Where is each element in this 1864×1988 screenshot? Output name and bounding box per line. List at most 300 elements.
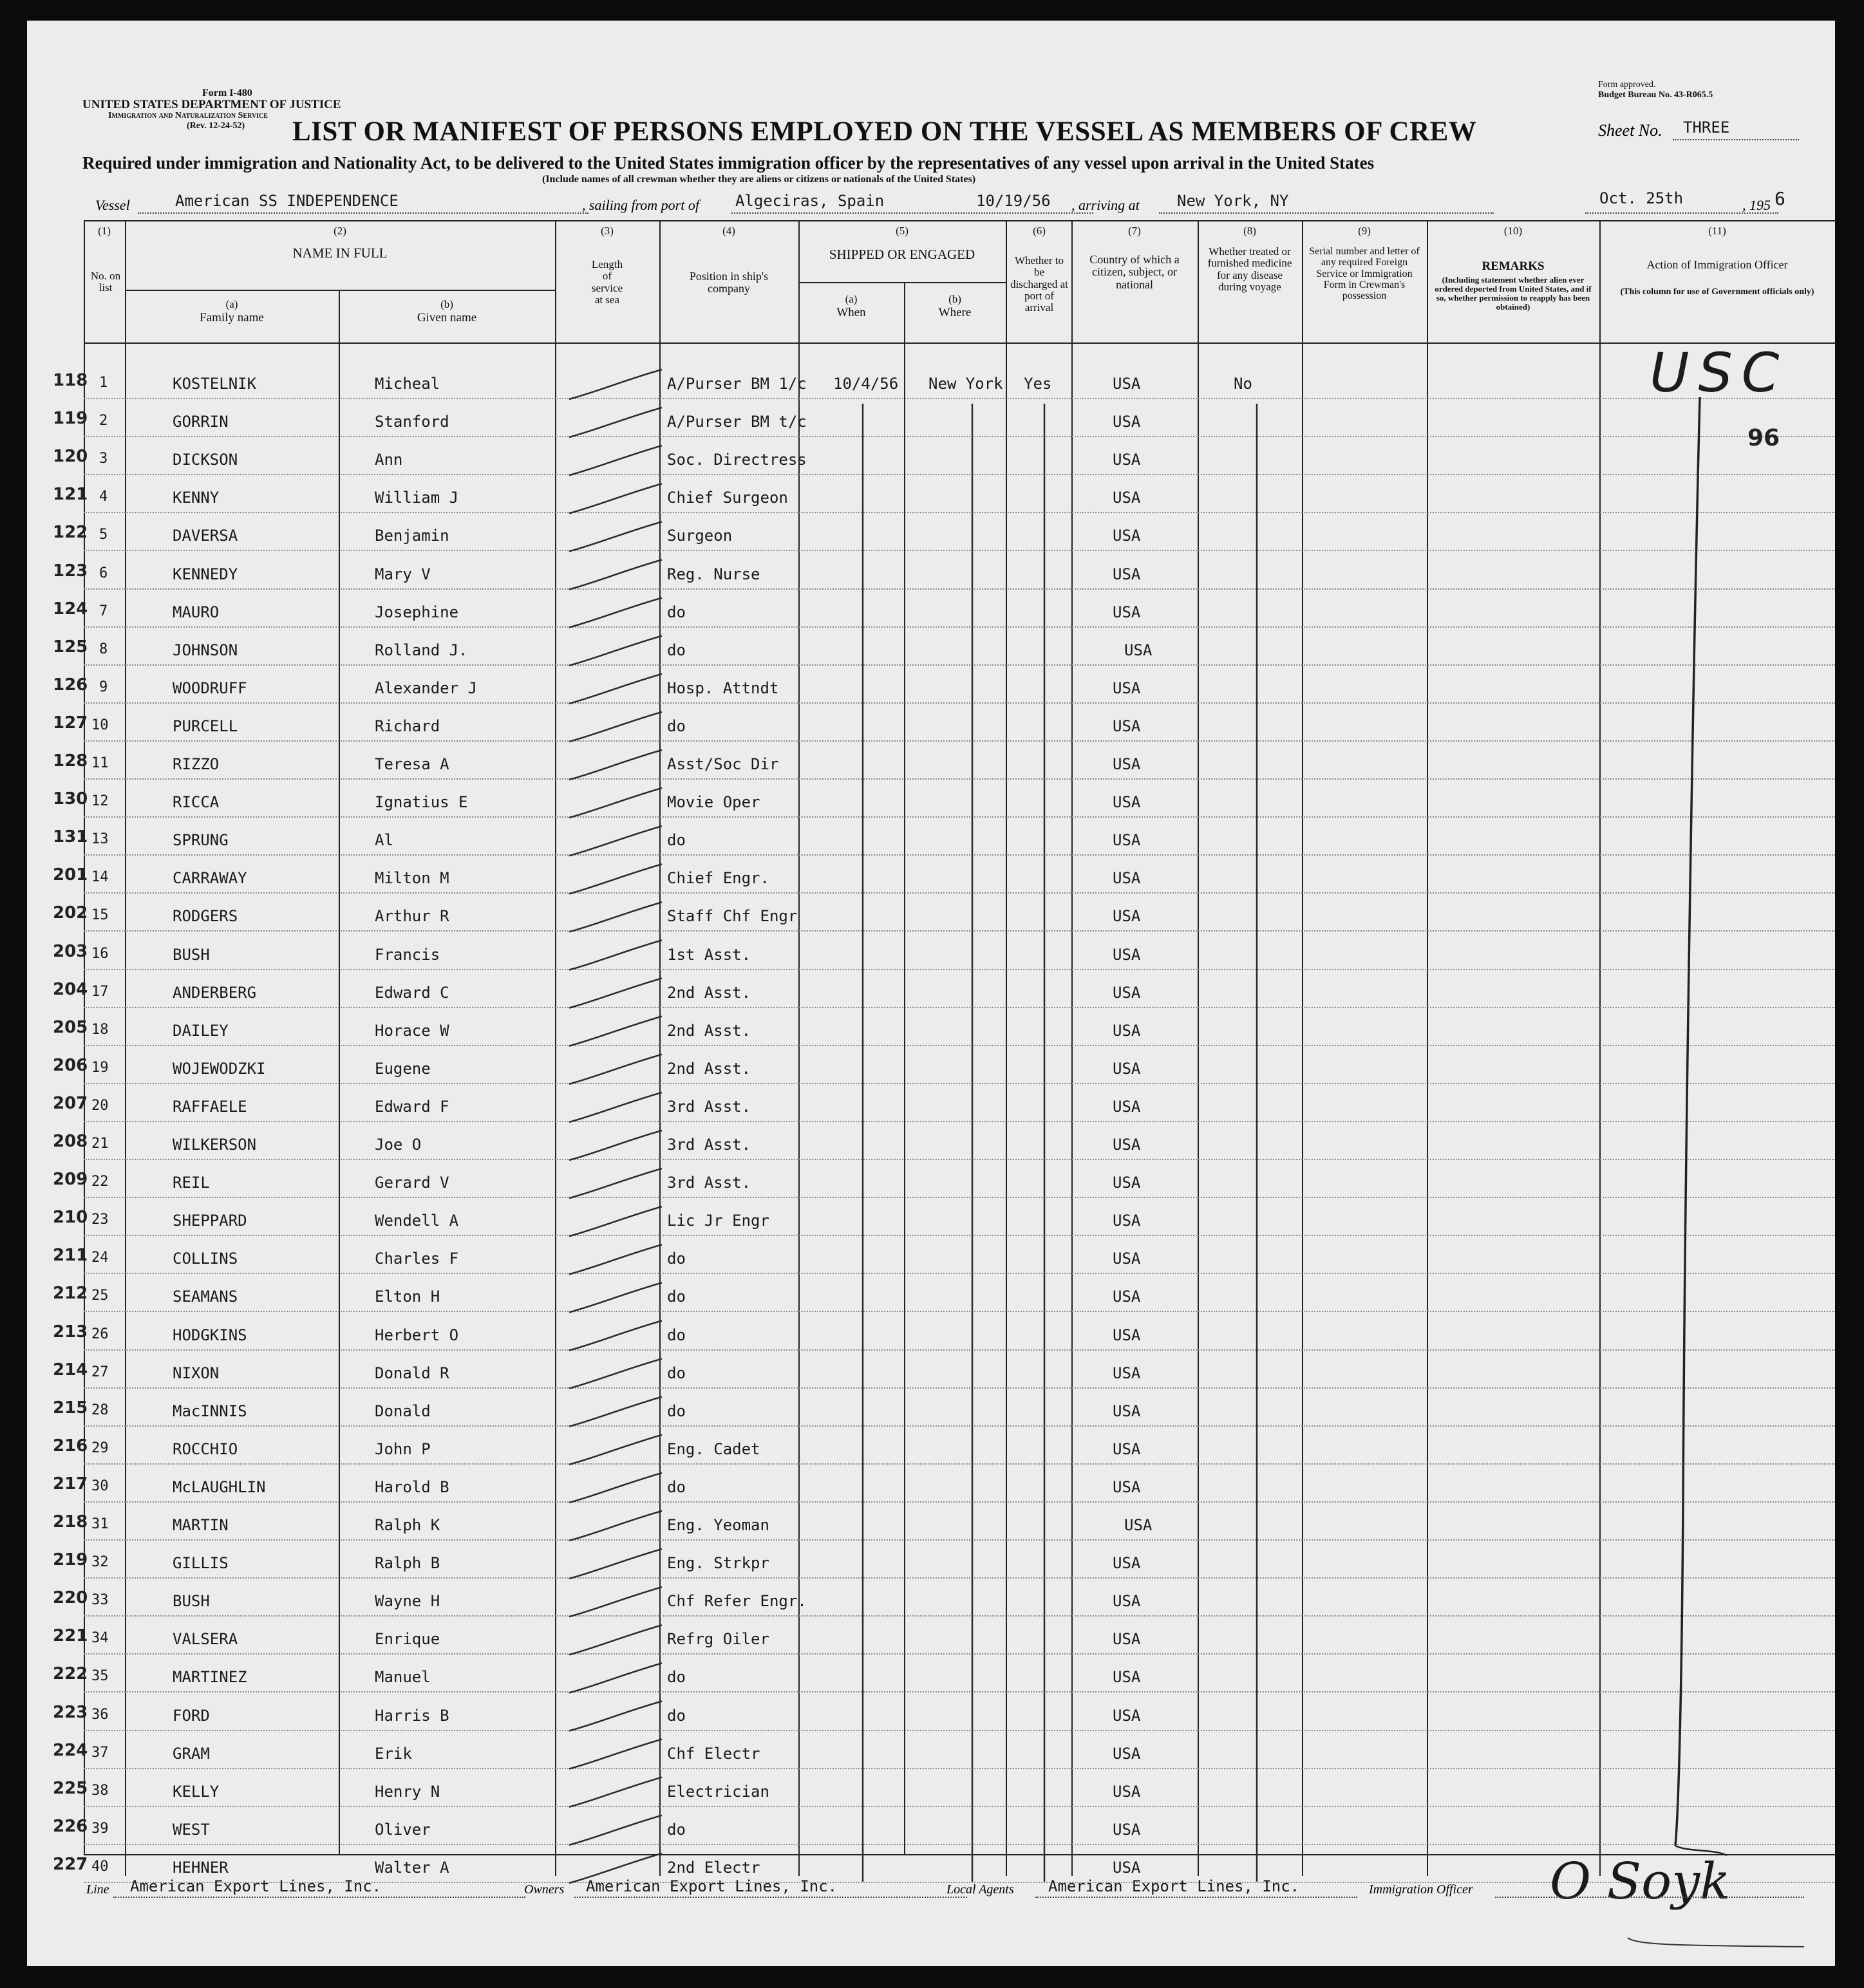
page-subtitle: Required under immigration and Nationality Act, to be delivered to the United States immigration officer by the representatives of any vessel upon arrival in the United States xyxy=(82,153,1375,173)
row-family-name: DAILEY xyxy=(173,1021,229,1040)
row-country: USA xyxy=(1113,1858,1141,1877)
row-country: USA xyxy=(1113,1477,1141,1496)
row-list-number: 3 xyxy=(99,451,108,467)
service-tick-mark xyxy=(569,902,662,932)
budget-bureau-number: Budget Bureau No. 43-R065.5 xyxy=(1598,90,1713,100)
row-position: Eng. Strkpr xyxy=(667,1554,769,1573)
row-position: A/Purser BM 1/c xyxy=(667,375,807,393)
service-tick-mark xyxy=(569,1321,662,1351)
row-position: do xyxy=(667,1288,686,1306)
row-given-name: John P xyxy=(375,1439,431,1458)
line-fill xyxy=(113,1897,525,1898)
service-tick-mark xyxy=(569,636,662,666)
row-position: Chf Refer Engr. xyxy=(667,1592,807,1611)
row-given-name: Al xyxy=(375,831,393,850)
row-family-name: COLLINS xyxy=(173,1250,238,1268)
service-tick-mark xyxy=(569,1625,662,1655)
vessel-name: American SS INDEPENDENCE xyxy=(175,192,399,210)
row-family-name: MAURO xyxy=(173,603,220,621)
row-given-name: Manuel xyxy=(375,1668,431,1687)
row-given-name: Edward F xyxy=(375,1097,449,1116)
row-position: Staff Chf Engr xyxy=(667,907,798,926)
row-family-name: WOODRUFF xyxy=(173,679,247,697)
row-discharge: Yes xyxy=(1024,375,1052,393)
row-family-name: ROCCHIO xyxy=(173,1439,238,1458)
service-tick-mark xyxy=(569,1359,662,1389)
row-position: 2nd Asst. xyxy=(667,983,751,1002)
handwriting-overlay xyxy=(27,21,1835,1966)
service-name: Immigration and Naturalization Service xyxy=(108,111,268,120)
row-country: USA xyxy=(1113,1592,1141,1611)
row-family-name: JOHNSON xyxy=(173,641,238,659)
department-name: UNITED STATES DEPARTMENT OF JUSTICE xyxy=(82,98,341,111)
row-sheet-number: 214 xyxy=(53,1360,88,1380)
agents-value: American Export Lines, Inc. xyxy=(1048,1877,1300,1895)
row-country: USA xyxy=(1113,1097,1141,1116)
row-given-name: Wendell A xyxy=(375,1212,459,1230)
row-position: Movie Oper xyxy=(667,793,760,812)
col5a-number: (a) xyxy=(845,293,858,305)
row-family-name: GILLIS xyxy=(173,1554,229,1573)
service-tick-mark xyxy=(569,1702,662,1731)
row-sheet-number: 204 xyxy=(53,979,88,999)
row-list-number: 20 xyxy=(91,1097,109,1114)
row-list-number: 30 xyxy=(91,1477,109,1494)
row-country: USA xyxy=(1113,755,1141,773)
row-country: USA xyxy=(1113,945,1141,964)
row-position: do xyxy=(667,1668,686,1687)
row-given-name: Micheal xyxy=(375,375,440,393)
service-tick-mark xyxy=(569,1282,662,1312)
row-position: do xyxy=(667,1820,686,1839)
row-family-name: RIZZO xyxy=(173,755,220,773)
row-list-number: 15 xyxy=(91,907,109,924)
row-list-number: 16 xyxy=(91,945,109,962)
manifest-sheet xyxy=(27,21,1835,1966)
officer-signature: O Soyk xyxy=(1550,1853,1731,1911)
row-given-name: Henry N xyxy=(375,1782,440,1801)
service-tick-mark xyxy=(569,408,662,437)
row-country: USA xyxy=(1113,1782,1141,1801)
col5b-number: (b) xyxy=(948,293,961,305)
col10-note: (Including statement whether alien ever ordered deported from United States, and if so, whether permission to reapply has been obtained) xyxy=(1435,275,1592,312)
row-given-name: Walter A xyxy=(375,1858,449,1877)
col11-header: Action of Immigration Officer xyxy=(1646,258,1788,271)
row-sheet-number: 213 xyxy=(53,1322,88,1342)
line-value: American Export Lines, Inc. xyxy=(130,1877,382,1895)
row-position: 2nd Asst. xyxy=(667,1059,751,1078)
row-country: USA xyxy=(1113,565,1141,583)
row-list-number: 25 xyxy=(91,1288,109,1304)
page-title: LIST OR MANIFEST OF PERSONS EMPLOYED ON THE VESSEL AS MEMBERS OF CREW xyxy=(292,117,1477,147)
row-sheet-number: 217 xyxy=(53,1474,88,1494)
row-given-name: Harold B xyxy=(375,1477,449,1496)
row-list-number: 35 xyxy=(91,1668,109,1685)
row-position: Reg. Nurse xyxy=(667,565,760,583)
service-tick-mark xyxy=(569,674,662,704)
row-list-number: 10 xyxy=(91,717,109,733)
service-tick-mark xyxy=(569,1511,662,1541)
row-family-name: RODGERS xyxy=(173,907,238,926)
row-family-name: VALSERA xyxy=(173,1630,238,1649)
col6-number: (6) xyxy=(1033,225,1046,237)
row-country: USA xyxy=(1113,527,1141,545)
service-tick-mark xyxy=(569,521,662,551)
row-country: USA xyxy=(1113,413,1141,431)
row-list-number: 1 xyxy=(99,375,108,391)
row-country: USA xyxy=(1113,1364,1141,1382)
col1-header: No. on list xyxy=(90,270,121,294)
col2b-number: (b) xyxy=(440,298,453,310)
service-tick-mark xyxy=(569,1017,662,1046)
row-sheet-number: 119 xyxy=(53,409,88,429)
usc-annotation: USC xyxy=(1650,341,1789,404)
row-given-name: Alexander J xyxy=(375,679,477,697)
row-sheet-number: 121 xyxy=(53,485,88,505)
col7-number: (7) xyxy=(1128,225,1141,237)
row-given-name: Ralph K xyxy=(375,1516,440,1534)
col11-number: (11) xyxy=(1708,225,1726,237)
row-family-name: ANDERBERG xyxy=(173,983,257,1002)
row-list-number: 18 xyxy=(91,1021,109,1038)
row-list-number: 21 xyxy=(91,1136,109,1152)
row-position: Chf Electr xyxy=(667,1744,760,1763)
col3-header: Length of service at sea xyxy=(591,258,623,306)
row-sheet-number: 130 xyxy=(53,789,88,809)
row-sheet-number: 222 xyxy=(53,1664,88,1684)
row-family-name: GORRIN xyxy=(173,413,229,431)
row-list-number: 27 xyxy=(91,1364,109,1380)
row-sheet-number: 216 xyxy=(53,1436,88,1456)
sailing-label: , sailing from port of xyxy=(582,197,699,213)
col2a-number: (a) xyxy=(225,298,238,310)
row-sheet-number: 124 xyxy=(53,599,88,619)
row-position: Eng. Cadet xyxy=(667,1439,760,1458)
agents-label: Local Agents xyxy=(946,1882,1014,1897)
service-tick-mark xyxy=(569,1206,662,1236)
row-family-name: MARTIN xyxy=(173,1516,229,1534)
row-sheet-number: 224 xyxy=(53,1740,88,1760)
row-given-name: Donald xyxy=(375,1402,431,1420)
row-family-name: WEST xyxy=(173,1820,210,1839)
row-position: 2nd Asst. xyxy=(667,1021,751,1040)
row-family-name: NIXON xyxy=(173,1364,220,1382)
row-position: do xyxy=(667,1706,686,1725)
row-given-name: Ann xyxy=(375,451,403,469)
form-approved: Form approved. xyxy=(1598,80,1656,89)
row-position: do xyxy=(667,1402,686,1420)
when-ditto-line xyxy=(862,404,863,1882)
row-given-name: Enrique xyxy=(375,1630,440,1649)
row-family-name: KOSTELNIK xyxy=(173,375,257,393)
row-given-name: Wayne H xyxy=(375,1592,440,1611)
row-list-number: 17 xyxy=(91,983,109,1000)
row-given-name: Elton H xyxy=(375,1288,440,1306)
col9-header: Serial number and letter of any required Foreign Service or Immigration Form in Crewman's possession xyxy=(1309,246,1420,302)
row-country: USA xyxy=(1113,1402,1141,1420)
service-tick-mark xyxy=(569,1777,662,1807)
row-family-name: WOJEWODZKI xyxy=(173,1059,266,1078)
row-sheet-number: 220 xyxy=(53,1588,88,1608)
service-tick-mark xyxy=(569,941,662,970)
col9-number: (9) xyxy=(1358,225,1371,237)
service-tick-mark xyxy=(569,1663,662,1693)
row-given-name: Oliver xyxy=(375,1820,431,1839)
row-sheet-number: 118 xyxy=(53,371,88,390)
row-list-number: 39 xyxy=(91,1820,109,1837)
row-given-name: Donald R xyxy=(375,1364,449,1382)
row-given-name: Erik xyxy=(375,1744,412,1763)
row-list-number: 2 xyxy=(99,413,108,429)
arrival-date: Oct. 25th xyxy=(1599,189,1684,207)
row-sheet-number: 127 xyxy=(53,713,88,733)
col6-header: Whether to be discharged at port of arrival xyxy=(1010,254,1068,314)
col2-header: NAME IN FULL xyxy=(292,245,388,261)
service-tick-mark xyxy=(569,1055,662,1084)
row-country: USA xyxy=(1113,375,1141,393)
row-list-number: 40 xyxy=(91,1858,109,1875)
col4-number: (4) xyxy=(722,225,735,237)
row-list-number: 12 xyxy=(91,793,109,810)
row-list-number: 22 xyxy=(91,1174,109,1190)
row-given-name: Mary V xyxy=(375,565,431,583)
row-family-name: HODGKINS xyxy=(173,1326,247,1344)
row-shipped-where: New York xyxy=(928,375,1003,393)
row-sheet-number: 120 xyxy=(53,447,88,467)
col4-header: Position in ship's company xyxy=(689,270,769,295)
row-given-name: Francis xyxy=(375,945,440,964)
col8-header: Whether treated or furnished medicine for any disease during voyage xyxy=(1207,245,1292,294)
row-sheet-number: 221 xyxy=(53,1626,88,1646)
row-family-name: KENNY xyxy=(173,489,220,507)
row-family-name: CARRAWAY xyxy=(173,869,247,888)
row-position: A/Purser BM t/c xyxy=(667,413,807,431)
row-given-name: Eugene xyxy=(375,1059,431,1078)
row-family-name: KENNEDY xyxy=(173,565,238,583)
row-given-name: Richard xyxy=(375,717,440,735)
row-sheet-number: 201 xyxy=(53,865,88,885)
row-list-number: 4 xyxy=(99,489,108,505)
row-family-name: GRAM xyxy=(173,1744,210,1763)
col3-number: (3) xyxy=(601,225,614,237)
owners-value: American Export Lines, Inc. xyxy=(586,1877,838,1895)
row-position: Eng. Yeoman xyxy=(667,1516,769,1534)
sailing-date: 10/19/56 xyxy=(976,192,1051,210)
row-sheet-number: 205 xyxy=(53,1017,88,1037)
row-country: USA xyxy=(1113,603,1141,621)
row-sheet-number: 218 xyxy=(53,1512,88,1532)
row-position: Hosp. Attndt xyxy=(667,679,779,697)
row-list-number: 24 xyxy=(91,1250,109,1266)
row-family-name: SPRUNG xyxy=(173,831,229,850)
row-list-number: 5 xyxy=(99,527,108,543)
row-family-name: REIL xyxy=(173,1174,210,1192)
row-sheet-number: 206 xyxy=(53,1055,88,1075)
departure-port: Algeciras, Spain xyxy=(735,192,885,210)
row-sheet-number: 211 xyxy=(53,1246,88,1266)
row-position: Chief Surgeon xyxy=(667,489,788,507)
row-list-number: 9 xyxy=(99,679,108,695)
row-sheet-number: 219 xyxy=(53,1550,88,1570)
row-country: USA xyxy=(1113,1250,1141,1268)
row-country: USA xyxy=(1113,793,1141,812)
row-given-name: Rolland J. xyxy=(375,641,468,659)
row-country: USA xyxy=(1113,1439,1141,1458)
row-country: USA xyxy=(1113,1326,1141,1344)
medicine-ditto-line xyxy=(1256,404,1257,1882)
row-position: do xyxy=(667,1364,686,1382)
count-annotation: 96 xyxy=(1747,425,1780,451)
service-tick-mark xyxy=(569,1549,662,1579)
row-medicine: No xyxy=(1234,375,1252,393)
col5b-header: Where xyxy=(938,306,972,319)
row-family-name: RAFFAELE xyxy=(173,1097,247,1116)
row-country: USA xyxy=(1113,451,1141,469)
row-given-name: Gerard V xyxy=(375,1174,449,1192)
owners-fill xyxy=(574,1897,967,1898)
signature-underline xyxy=(1628,1938,1804,1947)
row-list-number: 14 xyxy=(91,869,109,886)
sheet-number-value: THREE xyxy=(1683,118,1730,136)
row-position: do xyxy=(667,1477,686,1496)
row-position: 3rd Asst. xyxy=(667,1097,751,1116)
row-list-number: 19 xyxy=(91,1059,109,1076)
row-family-name: KELLY xyxy=(173,1782,220,1801)
crew-note: (Include names of all crewman whether they are aliens or citizens or nationals of the United States) xyxy=(542,174,976,185)
row-country: USA xyxy=(1113,983,1141,1002)
row-position: do xyxy=(667,1250,686,1268)
line-label: Line xyxy=(86,1882,109,1897)
row-family-name: SHEPPARD xyxy=(173,1212,247,1230)
service-tick-mark xyxy=(569,864,662,894)
row-family-name: SEAMANS xyxy=(173,1288,238,1306)
row-country: USA xyxy=(1113,1174,1141,1192)
service-tick-mark xyxy=(569,712,662,742)
row-list-number: 34 xyxy=(91,1630,109,1647)
row-family-name: PURCELL xyxy=(173,717,238,735)
col2b-header: Given name xyxy=(417,311,477,324)
col5-number: (5) xyxy=(896,225,908,237)
row-position: Surgeon xyxy=(667,527,733,545)
row-list-number: 13 xyxy=(91,831,109,848)
row-sheet-number: 126 xyxy=(53,675,88,695)
service-tick-mark xyxy=(569,598,662,628)
row-list-number: 36 xyxy=(91,1706,109,1723)
service-tick-mark xyxy=(569,560,662,590)
service-tick-mark xyxy=(569,1435,662,1465)
col2a-header: Family name xyxy=(200,311,264,324)
row-sheet-number: 215 xyxy=(53,1398,88,1418)
row-sheet-number: 125 xyxy=(53,637,88,657)
row-list-number: 11 xyxy=(91,755,109,771)
row-position: do xyxy=(667,1326,686,1344)
row-country: USA xyxy=(1113,831,1141,850)
row-position: do xyxy=(667,717,686,735)
row-family-name: MARTINEZ xyxy=(173,1668,247,1687)
col5-header: SHIPPED OR ENGAGED xyxy=(829,247,975,262)
vessel-label: Vessel xyxy=(95,197,130,213)
row-family-name: DICKSON xyxy=(173,451,238,469)
row-family-name: McLAUGHLIN xyxy=(173,1477,266,1496)
row-list-number: 6 xyxy=(99,565,108,581)
row-given-name: Ignatius E xyxy=(375,793,468,812)
row-sheet-number: 203 xyxy=(53,941,88,961)
row-shipped-when: 10/4/56 xyxy=(833,375,899,393)
service-tick-mark xyxy=(569,750,662,780)
row-sheet-number: 223 xyxy=(53,1702,88,1722)
row-sheet-number: 123 xyxy=(53,561,88,581)
row-list-number: 28 xyxy=(91,1402,109,1418)
col1-number: (1) xyxy=(98,225,111,237)
row-country: USA xyxy=(1113,1288,1141,1306)
service-tick-mark xyxy=(569,1244,662,1274)
row-list-number: 26 xyxy=(91,1326,109,1342)
row-given-name: Teresa A xyxy=(375,755,449,773)
officer-fill xyxy=(1495,1897,1804,1898)
row-list-number: 29 xyxy=(91,1439,109,1456)
row-list-number: 32 xyxy=(91,1554,109,1571)
row-country: USA xyxy=(1113,1706,1141,1725)
col7-header: Country of which a citizen, subject, or national xyxy=(1089,253,1180,291)
row-country: USA xyxy=(1113,1021,1141,1040)
revision-date: (Rev. 12-24-52) xyxy=(187,121,245,131)
agents-fill xyxy=(1035,1897,1357,1898)
row-list-number: 37 xyxy=(91,1744,109,1761)
service-tick-mark xyxy=(569,1168,662,1198)
row-country: USA xyxy=(1113,679,1141,697)
year-digit: 6 xyxy=(1775,188,1785,209)
owners-label: Owners xyxy=(524,1882,565,1897)
service-tick-mark xyxy=(569,1473,662,1503)
officer-label: Immigration Officer xyxy=(1369,1882,1473,1897)
year-prefix: , 195 xyxy=(1742,197,1771,213)
row-family-name: DAVERSA xyxy=(173,527,238,545)
row-country: USA xyxy=(1124,641,1153,659)
row-given-name: Charles F xyxy=(375,1250,459,1268)
col5a-header: When xyxy=(836,306,866,319)
row-position: Electrician xyxy=(667,1782,769,1801)
col10-header: REMARKS xyxy=(1482,259,1545,273)
service-tick-mark xyxy=(569,1397,662,1427)
row-country: USA xyxy=(1113,1820,1141,1839)
row-country: USA xyxy=(1113,1668,1141,1687)
row-list-number: 38 xyxy=(91,1782,109,1799)
row-given-name: Joe O xyxy=(375,1136,422,1154)
arriving-label: , arriving at xyxy=(1071,197,1140,213)
row-given-name: Edward C xyxy=(375,983,449,1002)
row-country: USA xyxy=(1113,1630,1141,1649)
row-given-name: Milton M xyxy=(375,869,449,888)
row-country: USA xyxy=(1113,489,1141,507)
service-tick-mark xyxy=(569,370,662,399)
form-number: Form I-480 xyxy=(202,88,252,98)
row-position: Lic Jr Engr xyxy=(667,1212,769,1230)
row-list-number: 8 xyxy=(99,641,108,657)
row-sheet-number: 209 xyxy=(53,1170,88,1190)
row-family-name: MacINNIS xyxy=(173,1402,247,1420)
row-position: do xyxy=(667,831,686,850)
row-family-name: BUSH xyxy=(173,945,210,964)
row-list-number: 31 xyxy=(91,1516,109,1532)
row-country: USA xyxy=(1113,1554,1141,1573)
row-country: USA xyxy=(1113,1744,1141,1763)
row-family-name: HEHNER xyxy=(173,1858,229,1877)
row-sheet-number: 131 xyxy=(53,827,88,847)
row-family-name: BUSH xyxy=(173,1592,210,1611)
row-position: Refrg Oiler xyxy=(667,1630,769,1649)
row-list-number: 7 xyxy=(99,603,108,619)
row-family-name: WILKERSON xyxy=(173,1136,257,1154)
